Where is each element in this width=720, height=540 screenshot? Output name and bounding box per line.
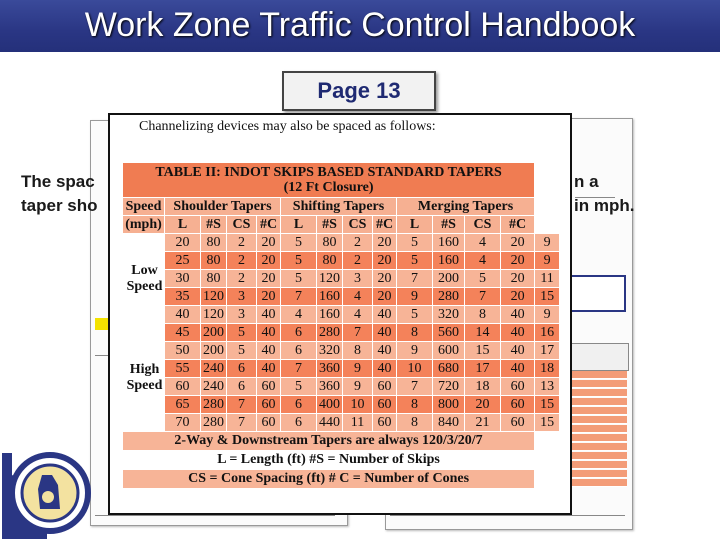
table-footer-note: 2-Way & Downstream Tapers are always 120/3/20/7 xyxy=(123,432,535,451)
header-bar xyxy=(0,0,720,52)
table-cell: 40 xyxy=(501,360,535,378)
table-footer-row xyxy=(123,470,560,489)
table-cell: 60 xyxy=(501,378,535,396)
table-cell: 3 xyxy=(227,288,257,306)
table-cell: 10 xyxy=(343,396,373,414)
table-cell: 7 xyxy=(343,324,373,342)
background-rule xyxy=(95,515,335,516)
tapers-table-card xyxy=(108,113,572,515)
table-cell: 5 xyxy=(281,252,317,270)
table-cell: 6 xyxy=(281,342,317,360)
table-cell: 11 xyxy=(535,270,560,288)
background-mini-table-row xyxy=(565,425,627,433)
background-rule xyxy=(95,355,109,356)
speed-unit-header: (mph) xyxy=(123,216,165,234)
table-cell: 5 xyxy=(397,306,433,324)
table-footer-note: L = Length (ft) #S = Number of Skips xyxy=(123,451,535,470)
table-cell: 2 xyxy=(343,252,373,270)
speed-header: Speed xyxy=(123,198,165,216)
table-row xyxy=(123,324,560,342)
table-cell: 9 xyxy=(397,288,433,306)
col-header: #C xyxy=(373,216,397,234)
table-cell: 7 xyxy=(281,288,317,306)
table-cell: 320 xyxy=(317,342,343,360)
table-cell: 16 xyxy=(535,324,560,342)
tapers-table-wrapper xyxy=(122,162,560,489)
background-mini-table-row xyxy=(565,461,627,469)
table-cell: 8 xyxy=(343,342,373,360)
table-cell: 120 xyxy=(317,270,343,288)
table-cell: 18 xyxy=(535,360,560,378)
card-intro-text: Channelizing devices may also be spaced as follows: xyxy=(139,119,436,134)
table-cell: 2 xyxy=(227,252,257,270)
speed-cell: 50 xyxy=(165,342,201,360)
description-right-line-1: n a xyxy=(574,172,599,191)
table-cell: 6 xyxy=(227,378,257,396)
speed-cell: 30 xyxy=(165,270,201,288)
table-cell: 40 xyxy=(373,324,397,342)
table-cell: 9 xyxy=(343,378,373,396)
table-cell: 5 xyxy=(227,324,257,342)
background-mini-table-row xyxy=(565,407,627,415)
table-cell: 7 xyxy=(397,270,433,288)
background-rule xyxy=(390,515,625,516)
table-cell: 15 xyxy=(465,342,501,360)
table-cell: 60 xyxy=(501,414,535,432)
group-header-shoulder: Shoulder Tapers xyxy=(165,198,281,216)
speed-cell: 20 xyxy=(165,234,201,252)
table-cell: 80 xyxy=(317,234,343,252)
table-row xyxy=(123,288,560,306)
table-cell: 560 xyxy=(433,324,465,342)
background-callout-box xyxy=(567,275,626,312)
description-right-line-2: in mph. xyxy=(574,196,635,215)
table-cell: 40 xyxy=(257,306,281,324)
col-header: L xyxy=(397,216,433,234)
table-cell: 160 xyxy=(433,252,465,270)
table-cell: 280 xyxy=(201,396,227,414)
table-cell: 6 xyxy=(281,396,317,414)
table-cell: 13 xyxy=(535,378,560,396)
table-title-line-2: (12 Ft Closure) xyxy=(283,180,374,195)
table-cell: 280 xyxy=(317,324,343,342)
table-cell: 40 xyxy=(257,324,281,342)
table-cell: 8 xyxy=(397,396,433,414)
table-cell: 4 xyxy=(343,306,373,324)
table-cell: 5 xyxy=(281,234,317,252)
table-cell: 6 xyxy=(281,414,317,432)
table-row xyxy=(123,414,560,432)
background-mini-table-row xyxy=(565,380,627,388)
table-row xyxy=(123,360,560,378)
table-cell: 720 xyxy=(433,378,465,396)
table-cell: 20 xyxy=(501,252,535,270)
speed-cell: 40 xyxy=(165,306,201,324)
table-cell: 10 xyxy=(397,360,433,378)
low-speed-label: Low Speed xyxy=(123,234,165,324)
group-header-shifting: Shifting Tapers xyxy=(281,198,397,216)
table-cell: 9 xyxy=(535,252,560,270)
table-cell: 20 xyxy=(373,234,397,252)
table-cell: 60 xyxy=(257,378,281,396)
page-title: Work Zone Traffic Control Handbook xyxy=(84,6,636,44)
table-cell: 80 xyxy=(317,252,343,270)
table-cell: 120 xyxy=(201,306,227,324)
table-cell: 7 xyxy=(281,360,317,378)
background-mini-table-row xyxy=(565,479,627,487)
table-cell: 240 xyxy=(201,360,227,378)
table-cell: 40 xyxy=(501,342,535,360)
table-cell: 15 xyxy=(535,414,560,432)
table-cell: 80 xyxy=(201,234,227,252)
table-cell: 14 xyxy=(465,324,501,342)
table-cell: 15 xyxy=(535,396,560,414)
col-header: CS xyxy=(465,216,501,234)
speed-cell: 35 xyxy=(165,288,201,306)
table-cell: 11 xyxy=(343,414,373,432)
group-header-merging: Merging Tapers xyxy=(397,198,535,216)
col-header: L xyxy=(165,216,201,234)
table-cell: 4 xyxy=(465,234,501,252)
table-cell: 2 xyxy=(343,234,373,252)
col-header: CS xyxy=(343,216,373,234)
table-cell: 60 xyxy=(257,396,281,414)
table-cell: 5 xyxy=(397,252,433,270)
table-cell: 9 xyxy=(397,342,433,360)
table-cell: 40 xyxy=(257,360,281,378)
description-right xyxy=(574,170,634,218)
table-cell: 5 xyxy=(281,378,317,396)
table-cell: 5 xyxy=(397,234,433,252)
table-cell: 360 xyxy=(317,360,343,378)
table-cell: 20 xyxy=(465,396,501,414)
table-cell: 6 xyxy=(227,360,257,378)
background-mini-table-row xyxy=(565,398,627,406)
table-cell: 20 xyxy=(501,270,535,288)
table-cell: 40 xyxy=(373,306,397,324)
table-cell: 40 xyxy=(373,360,397,378)
speed-cell: 45 xyxy=(165,324,201,342)
table-cell: 20 xyxy=(373,252,397,270)
table-title-line-1: TABLE II: INDOT SKIPS BASED STANDARD TAPERS xyxy=(155,165,502,180)
table-cell: 7 xyxy=(227,396,257,414)
table-cell: 20 xyxy=(501,288,535,306)
table-cell: 800 xyxy=(433,396,465,414)
background-mini-table-row xyxy=(565,452,627,460)
background-mini-table-row xyxy=(565,443,627,451)
table-cell: 18 xyxy=(465,378,501,396)
speed-cell: 55 xyxy=(165,360,201,378)
table-cell: 60 xyxy=(373,378,397,396)
table-row xyxy=(123,378,560,396)
table-cell: 60 xyxy=(501,396,535,414)
table-cell: 360 xyxy=(317,378,343,396)
table-cell: 17 xyxy=(465,360,501,378)
page-number-label: Page 13 xyxy=(282,71,436,111)
table-cell: 160 xyxy=(317,288,343,306)
table-cell: 9 xyxy=(343,360,373,378)
table-cell: 840 xyxy=(433,414,465,432)
table-cell: 60 xyxy=(373,396,397,414)
speed-cell: 60 xyxy=(165,378,201,396)
table-cell: 15 xyxy=(535,288,560,306)
table-cell: 3 xyxy=(227,306,257,324)
table-cell: 2 xyxy=(227,234,257,252)
table-footer-note: CS = Cone Spacing (ft) # C = Number of Cones xyxy=(123,470,535,489)
table-cell: 60 xyxy=(373,414,397,432)
table-cell: 200 xyxy=(201,324,227,342)
background-mini-table-header xyxy=(565,343,629,371)
table-row xyxy=(123,306,560,324)
table-row xyxy=(123,234,560,252)
table-cell: 4 xyxy=(465,252,501,270)
table-cell: 40 xyxy=(373,342,397,360)
table-cell: 120 xyxy=(201,288,227,306)
table-cell: 3 xyxy=(343,270,373,288)
table-cell: 6 xyxy=(281,324,317,342)
description-left-line-1: The spac xyxy=(21,172,95,191)
table-footer-row xyxy=(123,432,560,451)
table-cell: 20 xyxy=(257,252,281,270)
table-cell: 4 xyxy=(281,306,317,324)
table-cell: 5 xyxy=(281,270,317,288)
background-mini-table-row xyxy=(565,389,627,397)
table-cell: 2 xyxy=(227,270,257,288)
table-cell: 20 xyxy=(257,234,281,252)
table-cell: 20 xyxy=(257,288,281,306)
table-cell: 400 xyxy=(317,396,343,414)
speed-cell: 70 xyxy=(165,414,201,432)
table-cell: 80 xyxy=(201,270,227,288)
table-row xyxy=(123,396,560,414)
col-header: #S xyxy=(317,216,343,234)
col-header: #C xyxy=(257,216,281,234)
col-header: L xyxy=(281,216,317,234)
high-speed-label: High Speed xyxy=(123,324,165,432)
table-cell: 9 xyxy=(535,234,560,252)
table-cell: 7 xyxy=(397,378,433,396)
speed-cell: 65 xyxy=(165,396,201,414)
table-cell: 9 xyxy=(535,306,560,324)
table-cell: 20 xyxy=(373,270,397,288)
indot-seal-logo xyxy=(2,445,92,539)
table-cell: 20 xyxy=(373,288,397,306)
table-cell: 200 xyxy=(201,342,227,360)
table-cell: 5 xyxy=(465,270,501,288)
table-cell: 240 xyxy=(201,378,227,396)
description-left-line-2: taper sho xyxy=(21,196,98,215)
table-cell: 600 xyxy=(433,342,465,360)
background-mini-table-row xyxy=(565,371,627,379)
table-cell: 680 xyxy=(433,360,465,378)
table-cell: 200 xyxy=(433,270,465,288)
table-cell: 280 xyxy=(201,414,227,432)
table-cell: 320 xyxy=(433,306,465,324)
col-header: CS xyxy=(227,216,257,234)
table-cell: 160 xyxy=(317,306,343,324)
table-cell: 7 xyxy=(465,288,501,306)
table-cell: 8 xyxy=(397,324,433,342)
table-cell: 280 xyxy=(433,288,465,306)
table-title xyxy=(123,163,535,198)
table-row xyxy=(123,252,560,270)
tapers-table xyxy=(122,162,560,489)
table-cell: 21 xyxy=(465,414,501,432)
table-cell: 60 xyxy=(257,414,281,432)
background-mini-table-row xyxy=(565,416,627,424)
table-cell: 17 xyxy=(535,342,560,360)
table-cell: 4 xyxy=(343,288,373,306)
speed-cell: 25 xyxy=(165,252,201,270)
table-cell: 8 xyxy=(397,414,433,432)
table-cell: 20 xyxy=(257,270,281,288)
table-cell: 40 xyxy=(257,342,281,360)
table-row xyxy=(123,270,560,288)
table-cell: 40 xyxy=(501,324,535,342)
table-cell: 7 xyxy=(227,414,257,432)
table-cell: 20 xyxy=(501,234,535,252)
table-cell: 440 xyxy=(317,414,343,432)
table-cell: 40 xyxy=(501,306,535,324)
background-mini-table-row xyxy=(565,470,627,478)
col-header: #S xyxy=(201,216,227,234)
background-mini-table-row xyxy=(565,434,627,442)
table-cell: 5 xyxy=(227,342,257,360)
description-left xyxy=(21,170,98,218)
table-cell: 8 xyxy=(465,306,501,324)
col-header: #C xyxy=(501,216,535,234)
col-header: #S xyxy=(433,216,465,234)
table-cell: 160 xyxy=(433,234,465,252)
table-cell: 80 xyxy=(201,252,227,270)
table-footer-row xyxy=(123,451,560,470)
table-row xyxy=(123,342,560,360)
